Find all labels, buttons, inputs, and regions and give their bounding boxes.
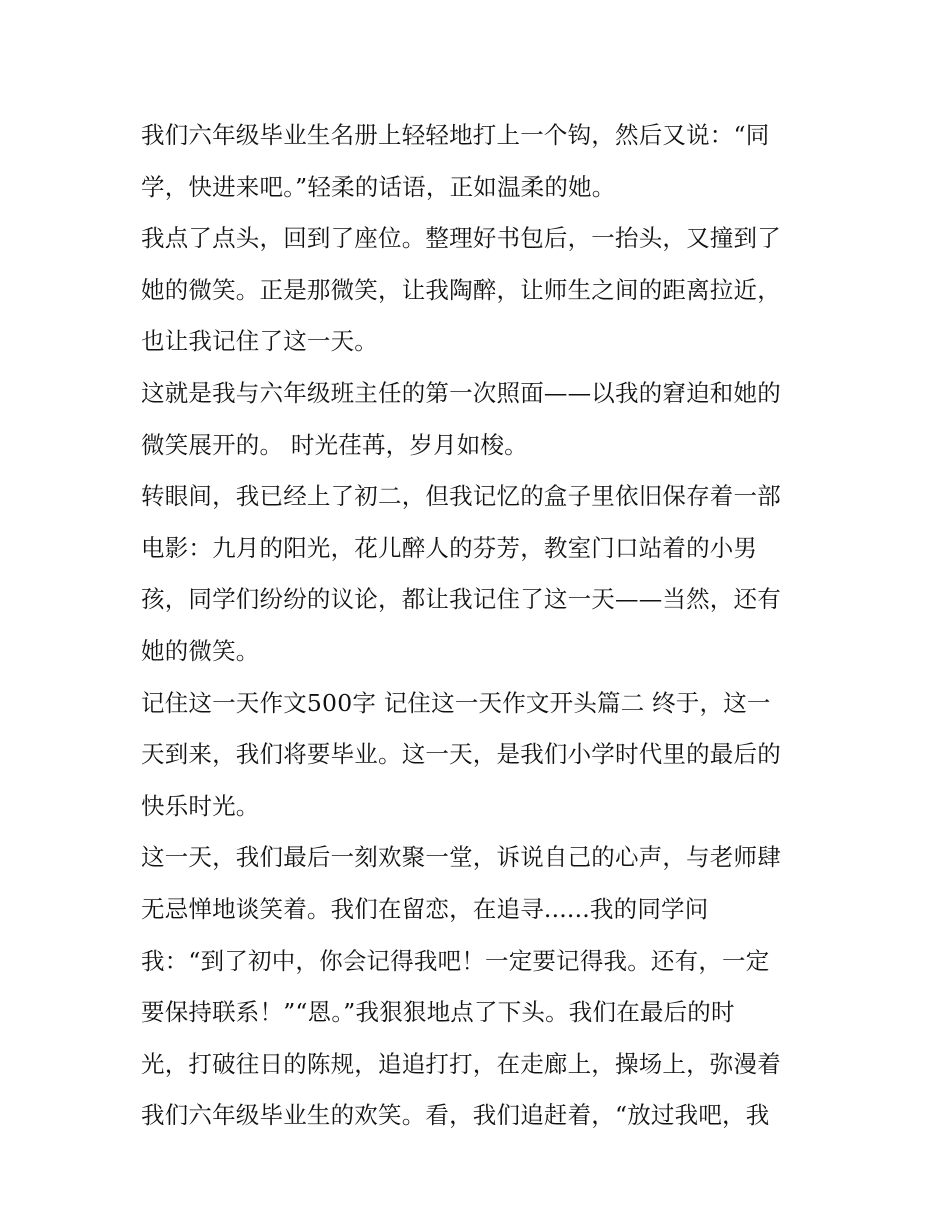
text-line: 天到来，我们将要毕业。这一天，是我们小学时代里的最后的 — [141, 740, 781, 769]
text-line: 转眼间，我已经上了初二，但我记忆的盒子里依旧保存着一部 — [141, 482, 781, 511]
text-line: 学，快进来吧。”轻柔的话语，正如温柔的她。 — [141, 172, 616, 201]
text-line: 她的微笑。 — [141, 636, 260, 665]
text-line: 我们六年级毕业生名册上轻轻地打上一个钩，然后又说：“同 — [141, 121, 770, 149]
text-line: 无忌惮地谈笑着。我们在留恋，在追寻......我的同学问 — [141, 894, 709, 923]
text-line: 这一天，我们最后一刻欢聚一堂，诉说自己的心声，与老师肆 — [141, 843, 781, 872]
text-line: 快乐时光。 — [141, 791, 260, 820]
essay-text — [141, 110, 816, 1142]
text-line: 也让我记住了这一天。 — [141, 327, 378, 356]
text-line: 孩，同学们纷纷的议论，都让我记住了这一天——当然，还有 — [141, 585, 781, 614]
text-line: 她的微笑。正是那微笑，让我陶醉，让师生之间的距离拉近， — [141, 275, 781, 304]
text-line: 电影：九月的阳光，花儿醉人的芬芳，教室门口站着的小男 — [141, 533, 758, 562]
text-line: 这就是我与六年级班主任的第一次照面——以我的窘迫和她的 — [141, 378, 781, 407]
text-line: 光，打破往日的陈规，追追打打，在走廊上，操场上，弥漫着 — [141, 1049, 781, 1078]
text-line: 记住这一天作文500字 记住这一天作文开头篇二 终于，这一 — [141, 688, 771, 717]
text-line: 我：“到了初中，你会记得我吧！一定要记得我。还有，一定 — [141, 946, 770, 975]
text-line: 我点了点头，回到了座位。整理好书包后，一抬头，又撞到了 — [141, 224, 781, 253]
text-line: 微笑展开的。 时光荏苒，岁月如梭。 — [141, 430, 528, 459]
text-line: 要保持联系！”“恩。”我狠狠地点了下头。我们在最后的时 — [141, 998, 735, 1027]
text-line: 我们六年级毕业生的欢笑。看，我们追赶着，“放过我吧，我 — [141, 1101, 770, 1130]
